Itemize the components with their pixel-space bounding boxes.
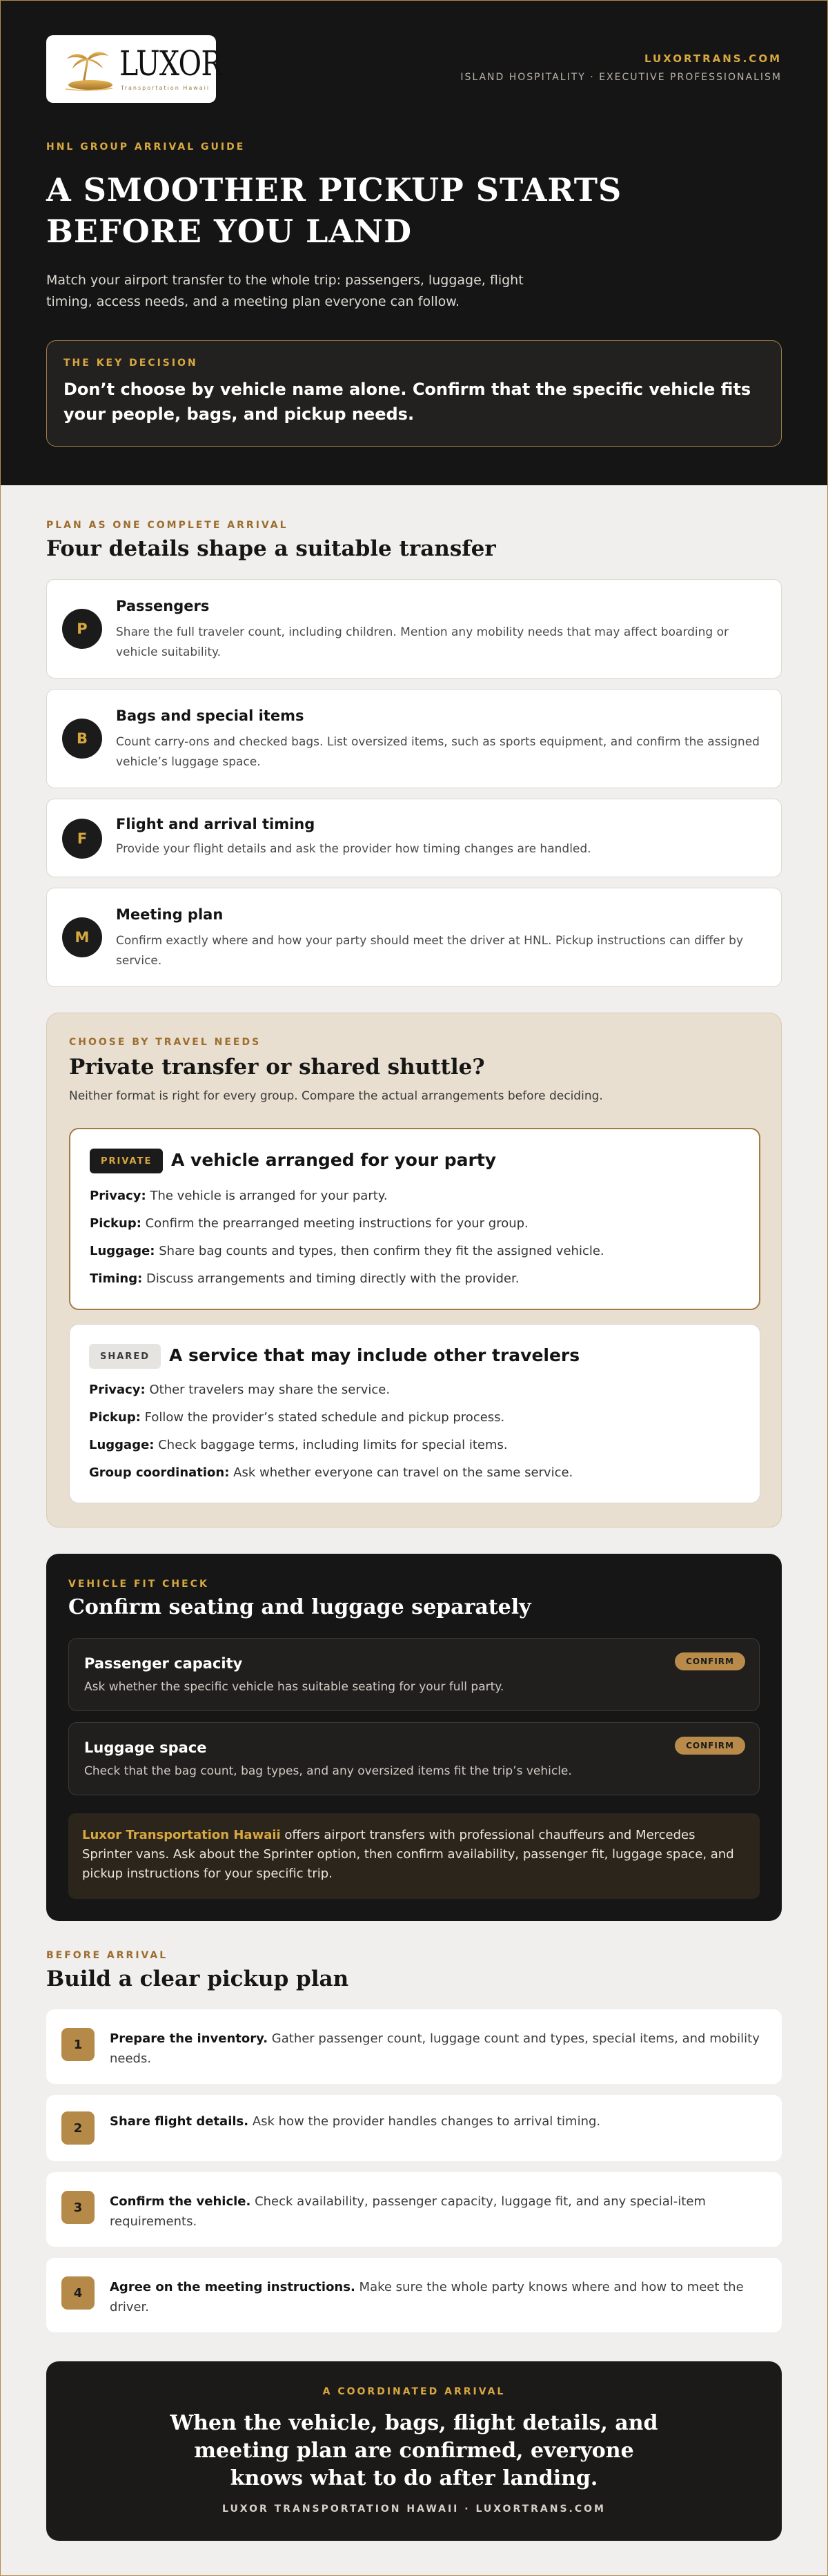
shared-badge: SHARED xyxy=(89,1344,161,1369)
steps-eyebrow: BEFORE ARRIVAL xyxy=(46,1950,168,1961)
logo-subtitle: Transportation Hawaii xyxy=(121,85,210,91)
private-option-card xyxy=(69,1128,760,1310)
hero-section xyxy=(1,1,827,485)
hero-lead: Match your airport transfer to the whole trip: passengers, luggage, flight timing, access needs, and a meeting plan everyone can follow. xyxy=(46,273,524,309)
details-eyebrow: PLAN AS ONE COMPLETE ARRIVAL xyxy=(46,520,288,531)
confirm-badge: CONFIRM xyxy=(675,1737,745,1755)
shared-line-coordination: Group coordination: Ask whether everyone can travel on the same service. xyxy=(89,1465,573,1480)
key-decision-callout xyxy=(46,340,782,447)
confirm-badge: CONFIRM xyxy=(675,1652,745,1670)
detail-text: Confirm exactly where and how your party should meet the driver at HNL. Pickup instructions can differ by service. xyxy=(116,934,744,968)
step-item xyxy=(46,2258,782,2332)
shared-line-pickup: Pickup: Follow the provider’s stated schedule and pickup process. xyxy=(89,1410,505,1425)
brand-logo[interactable] xyxy=(46,35,222,103)
page-title: A SMOOTHER PICKUP STARTS BEFORE YOU LAND xyxy=(46,171,622,250)
detail-badge: F xyxy=(62,819,102,859)
step-text: Prepare the inventory. Gather passenger count, luggage count and types, special items, and mobility needs. xyxy=(110,2031,760,2066)
step-item xyxy=(46,2009,782,2084)
private-badge: PRIVATE xyxy=(90,1149,163,1173)
detail-title: Bags and special items xyxy=(116,708,304,724)
fit-eyebrow: VEHICLE FIT CHECK xyxy=(68,1579,209,1590)
provider-note-text: offers airport transfers with professional chauffeurs and Mercedes Sprinter vans. Ask about the Sprinter option, then confirm availability, passenger fit, luggage space, and pickup instructions for your specific trip. xyxy=(82,1828,734,1881)
detail-title: Flight and arrival timing xyxy=(116,816,315,832)
step-number: 4 xyxy=(61,2276,95,2310)
step-number: 1 xyxy=(61,2028,95,2061)
key-decision-label: THE KEY DECISION xyxy=(63,358,198,369)
private-line-privacy: Privacy: The vehicle is arranged for your party. xyxy=(90,1189,388,1203)
detail-title: Passengers xyxy=(116,598,210,614)
detail-card-bags xyxy=(46,689,782,788)
fit-title: Confirm seating and luggage separately xyxy=(68,1595,531,1619)
fit-row-text: Ask whether the specific vehicle has suitable seating for your full party. xyxy=(84,1680,504,1694)
fit-row-luggage-space xyxy=(68,1722,760,1795)
closing-banner xyxy=(46,2361,782,2541)
detail-badge: M xyxy=(62,917,102,957)
shared-option-card xyxy=(69,1324,760,1503)
logo-wordmark: LUXOR xyxy=(119,43,222,84)
palm-island-icon xyxy=(60,45,115,93)
closing-eyebrow: A COORDINATED ARRIVAL xyxy=(322,2386,506,2397)
step-text: Confirm the vehicle. Check availability, passenger capacity, luggage fit, and any special-item requirements. xyxy=(110,2194,706,2229)
provider-note xyxy=(68,1813,760,1899)
fit-row-title: Passenger capacity xyxy=(84,1655,243,1672)
step-text: Agree on the meeting instructions. Make sure the whole party knows where and how to meet the driver. xyxy=(110,2280,744,2314)
vehicle-fit-section xyxy=(46,1554,782,1921)
details-title: Four details shape a suitable transfer xyxy=(46,536,496,561)
private-line-pickup: Pickup: Confirm the prearranged meeting instructions for your group. xyxy=(90,1216,529,1231)
fit-row-passenger-capacity xyxy=(68,1638,760,1711)
detail-card-meeting xyxy=(46,888,782,987)
steps-title: Build a clear pickup plan xyxy=(46,1967,349,1991)
step-item xyxy=(46,2172,782,2247)
choose-lead: Neither format is right for every group. Compare the actual arrangements before deciding. xyxy=(69,1089,603,1103)
site-tagline: ISLAND HOSPITALITY · EXECUTIVE PROFESSIONALISM xyxy=(460,72,782,83)
shared-option-title: A service that may include other travelers xyxy=(169,1345,580,1365)
choose-eyebrow: CHOOSE BY TRAVEL NEEDS xyxy=(69,1037,262,1048)
step-item xyxy=(46,2095,782,2161)
closing-footer: LUXOR TRANSPORTATION HAWAII · LUXORTRANS.COM xyxy=(222,2504,606,2515)
fit-row-title: Luggage space xyxy=(84,1739,207,1756)
detail-badge: B xyxy=(62,719,102,759)
shared-line-privacy: Privacy: Other travelers may share the service. xyxy=(89,1383,391,1397)
detail-title: Meeting plan xyxy=(116,906,224,923)
site-url-link[interactable]: LUXORTRANS.COM xyxy=(644,52,782,65)
detail-text: Count carry-ons and checked bags. List oversized items, such as sports equipment, and confirm the assigned vehicle’s luggage space. xyxy=(116,735,760,769)
fit-row-text: Check that the bag count, bag types, and any oversized items fit the trip’s vehicle. xyxy=(84,1764,572,1778)
detail-badge: P xyxy=(62,609,102,649)
detail-text: Share the full traveler count, including children. Mention any mobility needs that may affect boarding or vehicle suitability. xyxy=(116,625,729,659)
choose-title: Private transfer or shared shuttle? xyxy=(69,1055,485,1080)
shared-line-luggage: Luggage: Check baggage terms, including limits for special items. xyxy=(89,1438,508,1452)
hero-eyebrow: HNL GROUP ARRIVAL GUIDE xyxy=(46,142,246,153)
step-text: Share flight details. Ask how the provider handles changes to arrival timing. xyxy=(110,2114,601,2129)
detail-card-passengers xyxy=(46,579,782,679)
provider-link[interactable]: Luxor Transportation Hawaii xyxy=(82,1828,281,1842)
private-line-luggage: Luggage: Share bag counts and types, then confirm they fit the assigned vehicle. xyxy=(90,1244,604,1258)
detail-card-flight xyxy=(46,799,782,877)
choose-section xyxy=(46,1013,782,1528)
step-number: 2 xyxy=(61,2111,95,2145)
private-option-title: A vehicle arranged for your party xyxy=(171,1150,497,1170)
key-decision-text: Don’t choose by vehicle name alone. Confirm that the specific vehicle fits your people, bags, and pickup needs. xyxy=(63,380,751,424)
closing-quote: When the vehicle, bags, flight details, and meeting plan are confirmed, everyone knows what to do after landing. xyxy=(170,2411,658,2490)
step-number: 3 xyxy=(61,2191,95,2224)
private-line-timing: Timing: Discuss arrangements and timing directly with the provider. xyxy=(90,1271,520,1286)
detail-text: Provide your flight details and ask the provider how timing changes are handled. xyxy=(116,842,591,856)
